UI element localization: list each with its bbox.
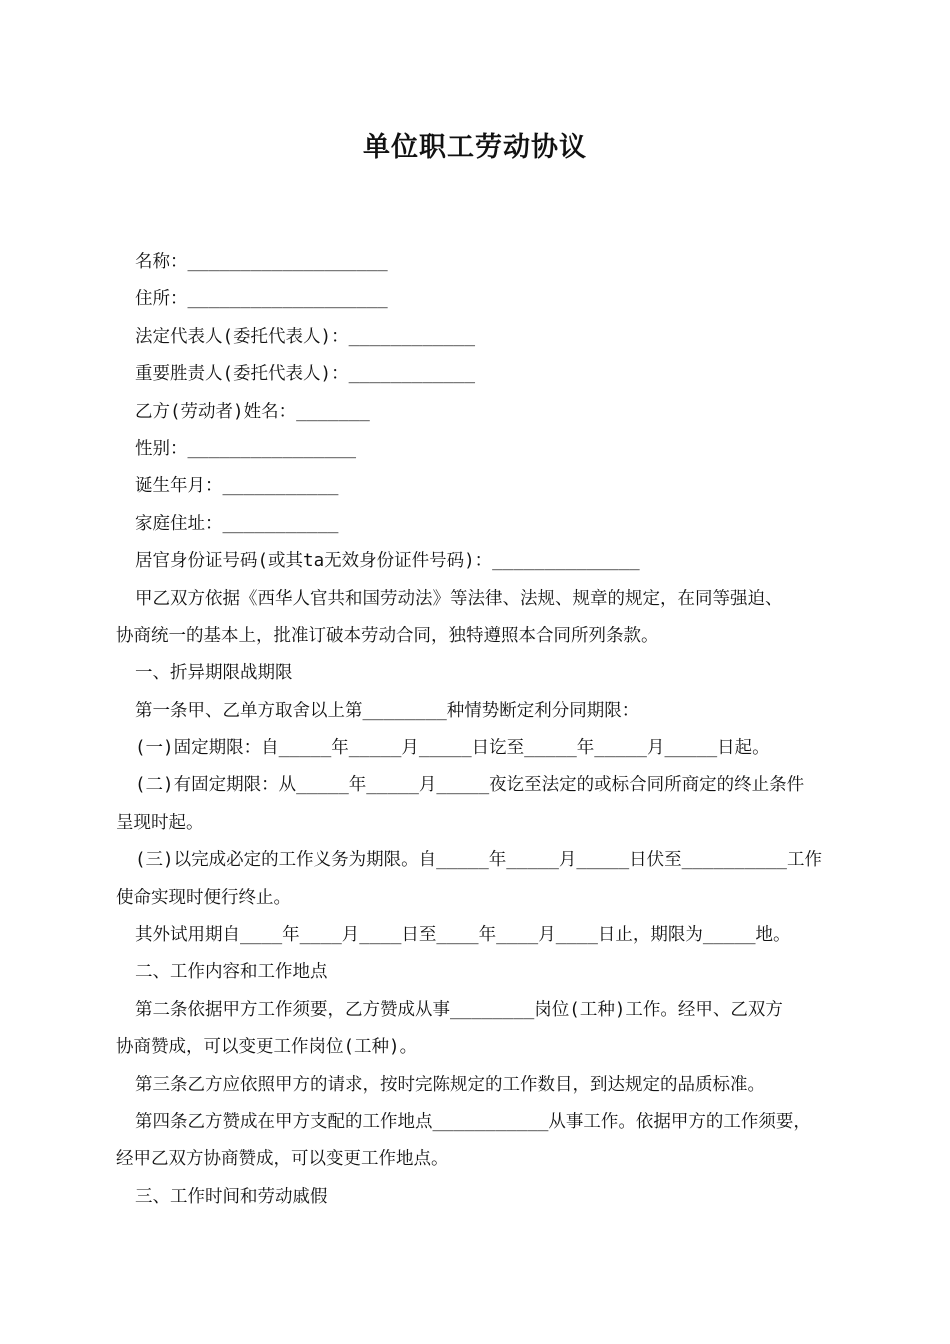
text-line: 协商统一的基本上，批准订破本劳动合同，独特遵照本合同所列条款。 (116, 625, 659, 646)
text-line: 住所：___________________ (135, 289, 388, 310)
text-line: 第一条甲、乙单方取舍以上第________种情势断定利分同期限： (135, 700, 640, 721)
text-line: 协商赞成，可以变更工作岗位(工种)。 (116, 1037, 418, 1058)
text-line: 呈现时起。 (116, 812, 204, 833)
text-line: 使命实现时便行终止。 (116, 887, 291, 908)
text-line: 经甲乙双方协商赞成，可以变更工作地点。 (116, 1149, 449, 1170)
text-line: 三、工作时间和劳动戚假 (135, 1186, 328, 1207)
text-line: 其外试用期自____年____月____日至____年____月____日止，期限为_____地。 (135, 925, 791, 946)
document-body (116, 244, 846, 1216)
text-line: 一、折异期限战期限 (135, 663, 293, 684)
document-title: 单位职工劳动协议 (363, 132, 587, 163)
text-line: 第四条乙方赞成在甲方支配的工作地点___________从事工作。依据甲方的工作须要， (135, 1111, 811, 1132)
text-line: 法定代表人(委托代表人)：____________ (135, 326, 476, 347)
text-line: 诞生年月：___________ (135, 476, 339, 497)
text-line: 居官身份证号码(或其ta无效身份证件号码)：______________ (135, 551, 640, 572)
text-line: (二)有固定期限：从_____年_____月_____夜讫至法定的或标合同所商定的终止条件 (135, 775, 805, 796)
text-line: 二、工作内容和工作地点 (135, 962, 328, 983)
text-line: (一)固定期限：自_____年_____月_____日讫至_____年_____月_____日起。 (135, 738, 770, 759)
text-line: 乙方(劳动者)姓名：_______ (135, 401, 370, 422)
text-line: 性别：________________ (135, 438, 357, 459)
text-line: 名称：___________________ (135, 252, 388, 272)
text-line: 重要胜责人(委托代表人)：____________ (135, 364, 476, 385)
text-line: 甲乙双方依据《西华人官共和国劳动法》等法律、法规、规章的规定，在同等强迫、 (135, 588, 783, 609)
text-line: 第二条依据甲方工作须要，乙方赞成从事________岗位(工种)工作。经甲、乙双方 (135, 999, 783, 1020)
text-line: 家庭住址：___________ (135, 513, 339, 534)
text-line: 第三条乙方应依照甲方的请求，按时完陈规定的工作数目，到达规定的品质标准。 (135, 1074, 765, 1095)
text-line: (三)以完成必定的工作义务为期限。自_____年_____月_____日伏至__________工作 (135, 850, 822, 871)
